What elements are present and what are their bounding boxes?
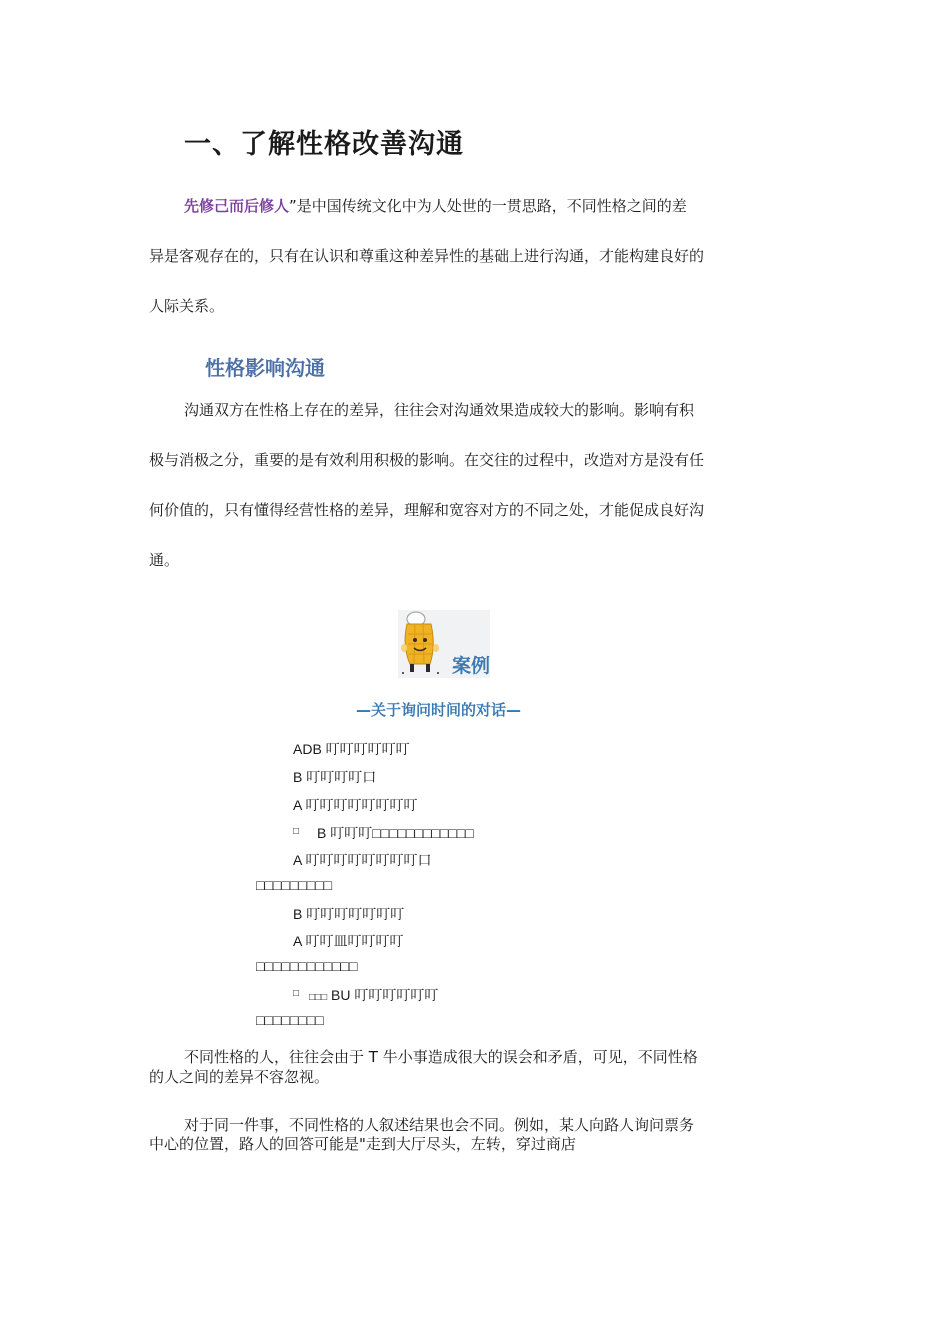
dialogue-line-4: B 叮叮叮□□□□□□□□□□□□ [317, 825, 474, 841]
page-title: 一、了解性格改善沟通 [184, 129, 464, 160]
dialogue-line-10-text: □□□ [309, 992, 328, 1003]
dialogue-marker-1: □ [293, 826, 300, 837]
dialogue-line-3: A 叮叮叮叮叮叮叮叮 [293, 797, 418, 813]
dialogue-line-9: □□□□□□□□□□□□ [256, 958, 358, 974]
section-line-4: 通。 [149, 551, 180, 569]
intro-line-1-rest: ”是中国传统文化中为人处世的一贯思路，不同性格之间的差 [289, 197, 687, 215]
dialogue-line-6: □□□□□□□□□ [256, 877, 333, 893]
closing-p1-line-2: 的人之间的差异不容忽视。 [149, 1068, 330, 1086]
dialogue-line-10-rest: BU 叮叮叮叮叮叮 [331, 987, 439, 1003]
closing-p1-line-1: 不同性格的人，往往会由于 T 牛小事造成很大的误会和矛盾，可见，不同性格 [184, 1048, 698, 1066]
dialogue-line-7: B 叮叮叮叮叮叮叮 [293, 906, 405, 922]
case-illustration [398, 610, 490, 678]
section-line-2: 极与消极之分，重要的是有效利用积极的影响。在交往的过程中，改造对方是没有任 [149, 451, 705, 469]
dialogue-line-5: A 叮叮叮叮叮叮叮叮口 [293, 852, 432, 868]
dialogue-line-1: ADB 叮叮叮叮叮叮 [293, 741, 410, 757]
case-label: 案例 [452, 655, 491, 677]
closing-p2-line-1: 对于同一件事，不同性格的人叙述结果也会不同。例如，某人向路人询问票务 [184, 1116, 695, 1134]
dialogue-marker-2: □ [293, 988, 300, 999]
dialogue-line-10 [309, 985, 438, 1005]
closing-p2-line-2: 中心的位置，路人的回答可能是"走到大厅尽头，左转，穿过商店 [149, 1135, 576, 1153]
intro-quote: 先修己而后修人 [184, 197, 290, 215]
section-title: 性格影响沟通 [205, 356, 325, 380]
section-line-1: 沟通双方在性格上存在的差异，往往会对沟通效果造成较大的影响。影响有积 [184, 401, 695, 419]
intro-line-1 [184, 195, 687, 216]
dialogue-line-8: A 叮叮皿叮叮叮叮 [293, 933, 404, 949]
dialogue-line-11: □□□□□□□□ [256, 1012, 324, 1028]
section-line-3: 何价值的，只有懂得经营性格的差异，理解和宽容对方的不同之处，才能促成良好沟 [149, 501, 705, 519]
intro-line-3: 人际关系。 [149, 297, 225, 315]
dialogue-line-2: B 叮叮叮叮口 [293, 769, 377, 785]
case-subtitle: —关于询问时间的对话— [356, 701, 522, 719]
intro-line-2: 异是客观存在的，只有在认识和尊重这种差异性的基础上进行沟通，才能构建良好的 [149, 247, 705, 265]
